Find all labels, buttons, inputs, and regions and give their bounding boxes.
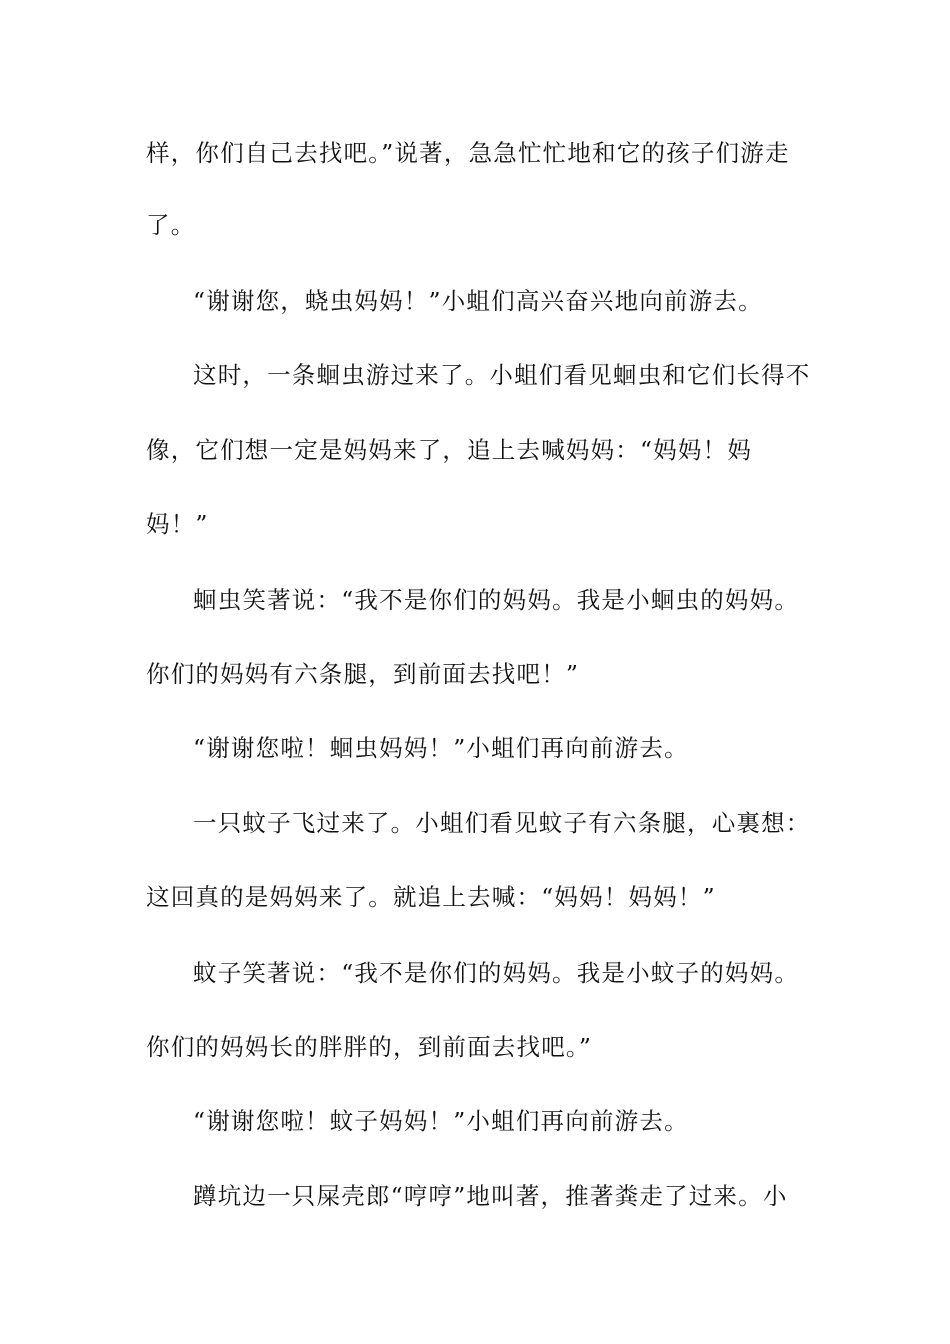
text-line: 蹲坑边一只屎壳郎“哼哼”地叫著，推著粪走了过来。小 xyxy=(193,1182,788,1210)
text-line: 蚊子笑著说：“我不是你们的妈妈。我是小蚊子的妈妈。 xyxy=(193,959,800,987)
text-line: “谢谢您，蛲虫妈妈！”小蛆们高兴奋兴地向前游去。 xyxy=(193,287,763,315)
text-line: 这回真的是妈妈来了。就追上去喊：“妈妈！妈妈！” xyxy=(146,883,716,911)
text-line: 这时，一条蛔虫游过来了。小蛆们看见蛔虫和它们长得不 xyxy=(193,361,811,389)
text-line: 妈！” xyxy=(146,510,209,538)
text-line: 样，你们自己去找吧。”说著，急急忙忙地和它的孩子们游走 xyxy=(146,139,790,167)
text-line: 你们的妈妈长的胖胖的，到前面去找吧。” xyxy=(146,1033,593,1061)
text-line: 像，它们想一定是妈妈来了，追上去喊妈妈：“妈妈！妈 xyxy=(146,436,753,464)
text-line: 了。 xyxy=(146,211,196,239)
text-line: 你们的妈妈有六条腿，到前面去找吧！” xyxy=(146,660,580,688)
text-line: 蛔虫笑著说：“我不是你们的妈妈。我是小蛔虫的妈妈。 xyxy=(193,586,800,614)
text-line: “谢谢您啦！蚊子妈妈！”小蛆们再向前游去。 xyxy=(193,1107,689,1135)
text-line: 一只蚊子飞过来了。小蛆们看见蚊子有六条腿，心裏想： xyxy=(193,809,811,837)
text-line: “谢谢您啦！蛔虫妈妈！”小蛆们再向前游去。 xyxy=(193,734,689,762)
